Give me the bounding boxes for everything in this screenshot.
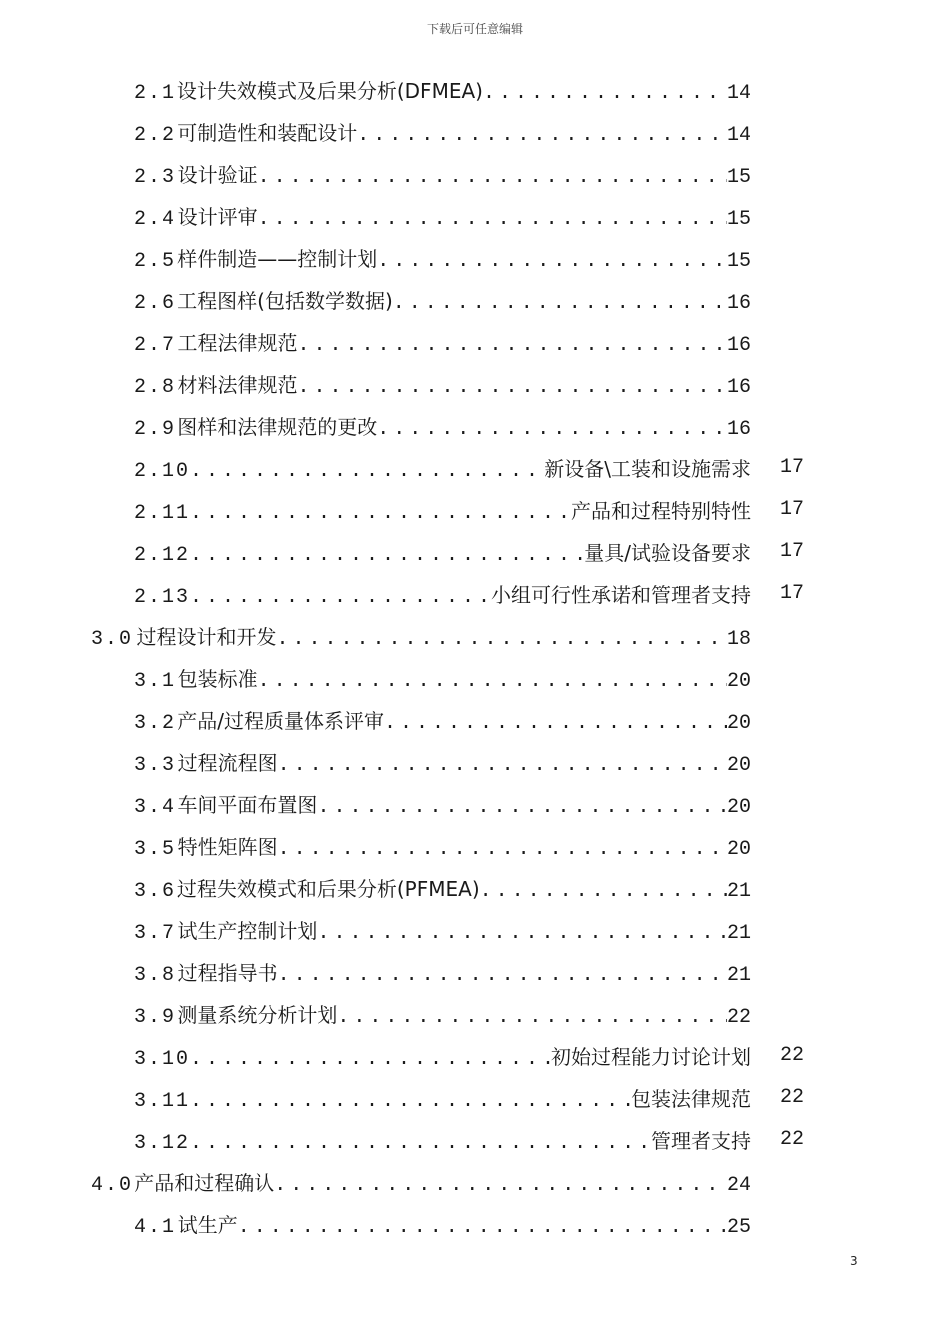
toc-entry-number: 3.10 — [134, 1048, 191, 1071]
toc-entry-number: 3.1 — [134, 670, 177, 693]
toc-entry-title: 可制造性和装配设计 — [177, 121, 358, 145]
toc-entry-number: 3.0 — [91, 628, 134, 651]
toc-entry-number: 4.0 — [91, 1174, 134, 1197]
toc-entry-page: 17 — [780, 456, 805, 479]
toc-section-heading[interactable] — [91, 1167, 751, 1197]
toc-entry-page: 14 — [726, 82, 751, 105]
toc-entry-number: 2.1 — [134, 82, 177, 105]
toc-entry-title: 新设备\工装和设施需求 — [544, 457, 751, 481]
toc-leader-dots — [298, 334, 727, 357]
toc-entry[interactable] — [134, 369, 751, 399]
toc-entry[interactable] — [134, 663, 751, 693]
toc-entry-page: 22 — [780, 1086, 805, 1109]
toc-entry[interactable] — [134, 327, 751, 357]
toc-leader-dots — [190, 460, 544, 483]
toc-entry-number: 4.1 — [134, 1216, 177, 1239]
toc-entry[interactable] — [134, 789, 751, 819]
toc-leader-dots — [258, 208, 727, 231]
toc-entry-number: 2.3 — [134, 166, 177, 189]
toc-entry-page: 25 — [726, 1216, 751, 1239]
toc-entry-title: 过程失效模式和后果分析(PFMEA) — [176, 877, 480, 901]
toc-entry-title: 试生产 — [177, 1213, 238, 1237]
toc-leader-dots — [377, 250, 727, 273]
toc-entry-number: 2.7 — [134, 334, 177, 357]
toc-entry-page: 20 — [726, 670, 751, 693]
toc-entry[interactable] — [134, 453, 751, 483]
toc-entry-page: 22 — [726, 1006, 751, 1029]
toc-entry-page: 15 — [726, 166, 751, 189]
toc-entry[interactable] — [134, 957, 751, 987]
toc-entry-page: 15 — [726, 208, 751, 231]
toc-entry-number: 3.11 — [134, 1090, 191, 1113]
toc-entry-title: 图样和法律规范的更改 — [177, 415, 378, 439]
toc-entry-title: 工程图样(包括数学数据) — [177, 289, 393, 313]
toc-entry-page: 17 — [780, 498, 805, 521]
toc-section-heading[interactable] — [91, 621, 751, 651]
toc-leader-dots — [274, 1174, 727, 1197]
toc-entry-page: 16 — [726, 292, 751, 315]
toc-entry-page: 16 — [726, 376, 751, 399]
toc-entry[interactable] — [134, 411, 751, 441]
toc-entry-number: 3.6 — [134, 880, 177, 903]
toc-entry[interactable] — [134, 747, 751, 777]
toc-entry[interactable] — [134, 243, 751, 273]
toc-entry-page: 21 — [726, 922, 751, 945]
toc-entry[interactable] — [134, 285, 751, 315]
toc-entry-page: 20 — [726, 838, 751, 861]
toc-leader-dots — [384, 712, 727, 735]
toc-entry-page: 20 — [726, 754, 751, 777]
toc-leader-dots — [190, 544, 584, 567]
toc-leader-dots — [190, 1048, 551, 1071]
toc-entry-title: 特性矩阵图 — [177, 835, 278, 859]
toc-leader-dots — [190, 1090, 631, 1113]
toc-entry-title: 工程法律规范 — [177, 331, 298, 355]
toc-entry-title: 管理者支持 — [651, 1129, 751, 1153]
toc-entry-number: 3.3 — [134, 754, 177, 777]
toc-entry-title: 初始过程能力讨论计划 — [551, 1045, 751, 1069]
toc-entry-title: 设计验证 — [177, 163, 258, 187]
toc-entry[interactable] — [134, 999, 751, 1029]
toc-leader-dots — [483, 82, 727, 105]
toc-leader-dots — [258, 166, 727, 189]
toc-entry-page: 24 — [726, 1174, 751, 1197]
toc-entry-number: 2.4 — [134, 208, 177, 231]
toc-entry-page: 17 — [780, 540, 805, 563]
toc-entry-number: 3.9 — [134, 1006, 177, 1029]
toc-entry-title: 产品和过程特别特性 — [571, 499, 751, 523]
toc-entry[interactable] — [134, 1209, 751, 1239]
toc-leader-dots — [238, 1216, 727, 1239]
toc-entry-number: 2.9 — [134, 418, 177, 441]
toc-entry-title: 过程指导书 — [177, 961, 278, 985]
toc-entry-number: 2.11 — [134, 502, 191, 525]
toc-entry-title: 包装法律规范 — [631, 1087, 751, 1111]
toc-leader-dots — [480, 880, 727, 903]
toc-entry-number: 3.4 — [134, 796, 177, 819]
toc-leader-dots — [393, 292, 727, 315]
toc-entry-page: 20 — [726, 712, 751, 735]
toc-leader-dots — [317, 796, 727, 819]
toc-entry-title: 车间平面布置图 — [177, 793, 318, 817]
toc-entry[interactable] — [134, 159, 751, 189]
toc-entry-number: 3.12 — [134, 1132, 191, 1155]
toc-entry-page: 18 — [726, 628, 751, 651]
page-number: 3 — [850, 1254, 858, 1268]
toc-leader-dots — [276, 628, 727, 651]
toc-leader-dots — [278, 964, 727, 987]
toc-entry-title: 量具/试验设备要求 — [584, 541, 751, 565]
toc-entry-page: 20 — [726, 796, 751, 819]
toc-leader-dots — [258, 670, 727, 693]
toc-entry-title: 过程设计和开发 — [136, 625, 277, 649]
toc-entry-title: 小组可行性承诺和管理者支持 — [491, 583, 751, 607]
toc-leader-dots — [278, 754, 727, 777]
toc-entry-number: 2.6 — [134, 292, 177, 315]
toc-entry[interactable] — [134, 873, 751, 903]
toc-entry-page: 21 — [726, 880, 751, 903]
toc-entry-title: 试生产控制计划 — [177, 919, 318, 943]
toc-entry-number: 2.12 — [134, 544, 191, 567]
toc-entry-title: 过程流程图 — [177, 751, 278, 775]
toc-leader-dots — [190, 1132, 651, 1155]
toc-leader-dots — [298, 376, 727, 399]
toc-leader-dots — [317, 922, 727, 945]
toc-entry[interactable] — [134, 495, 751, 525]
toc-entry-number: 2.8 — [134, 376, 177, 399]
toc-entry-page: 14 — [726, 124, 751, 147]
toc-leader-dots — [377, 418, 727, 441]
toc-entry-number: 3.2 — [134, 712, 177, 735]
toc-leader-dots — [190, 502, 571, 525]
toc-entry[interactable] — [134, 117, 751, 147]
toc-entry-number: 2.10 — [134, 460, 191, 483]
toc-entry[interactable] — [134, 1083, 751, 1113]
toc-entry-page: 16 — [726, 418, 751, 441]
toc-entry[interactable] — [134, 201, 751, 231]
toc-entry-title: 产品/过程质量体系评审 — [177, 709, 384, 733]
toc-entry-number: 2.5 — [134, 250, 177, 273]
toc-entry-page: 22 — [780, 1128, 805, 1151]
toc-entry-page: 15 — [726, 250, 751, 273]
toc-entry[interactable] — [134, 537, 751, 567]
toc-entry[interactable] — [134, 75, 751, 105]
toc-entry-number: 3.5 — [134, 838, 177, 861]
toc-entry-title: 材料法律规范 — [177, 373, 298, 397]
toc-entry-page: 16 — [726, 334, 751, 357]
toc-entry[interactable] — [134, 705, 751, 735]
toc-entry-title: 设计评审 — [177, 205, 258, 229]
toc-entry-number: 2.2 — [134, 124, 177, 147]
toc-entry-page: 21 — [726, 964, 751, 987]
toc-leader-dots — [357, 124, 727, 147]
toc-entry-number: 3.8 — [134, 964, 177, 987]
page-header: 下载后可任意编辑 — [426, 22, 523, 36]
toc-entry[interactable] — [134, 831, 751, 861]
toc-leader-dots — [278, 838, 727, 861]
toc-entry-title: 产品和过程确认 — [134, 1171, 275, 1195]
toc-entry-page: 17 — [780, 582, 805, 605]
toc-leader-dots — [190, 586, 491, 609]
toc-entry[interactable] — [134, 1041, 751, 1071]
toc-entry-title: 样件制造——控制计划 — [177, 247, 378, 271]
toc-entry-number: 3.7 — [134, 922, 177, 945]
toc-entry-number: 2.13 — [134, 586, 191, 609]
toc-entry[interactable] — [134, 915, 751, 945]
toc-entry[interactable] — [134, 1125, 751, 1155]
toc-leader-dots — [337, 1006, 727, 1029]
toc-entry[interactable] — [134, 579, 751, 609]
toc-entry-page: 22 — [780, 1044, 805, 1067]
toc-entry-title: 测量系统分析计划 — [177, 1003, 338, 1027]
toc-entry-title: 设计失效模式及后果分析(DFMEA) — [176, 79, 483, 103]
toc-entry-title: 包装标准 — [177, 667, 258, 691]
